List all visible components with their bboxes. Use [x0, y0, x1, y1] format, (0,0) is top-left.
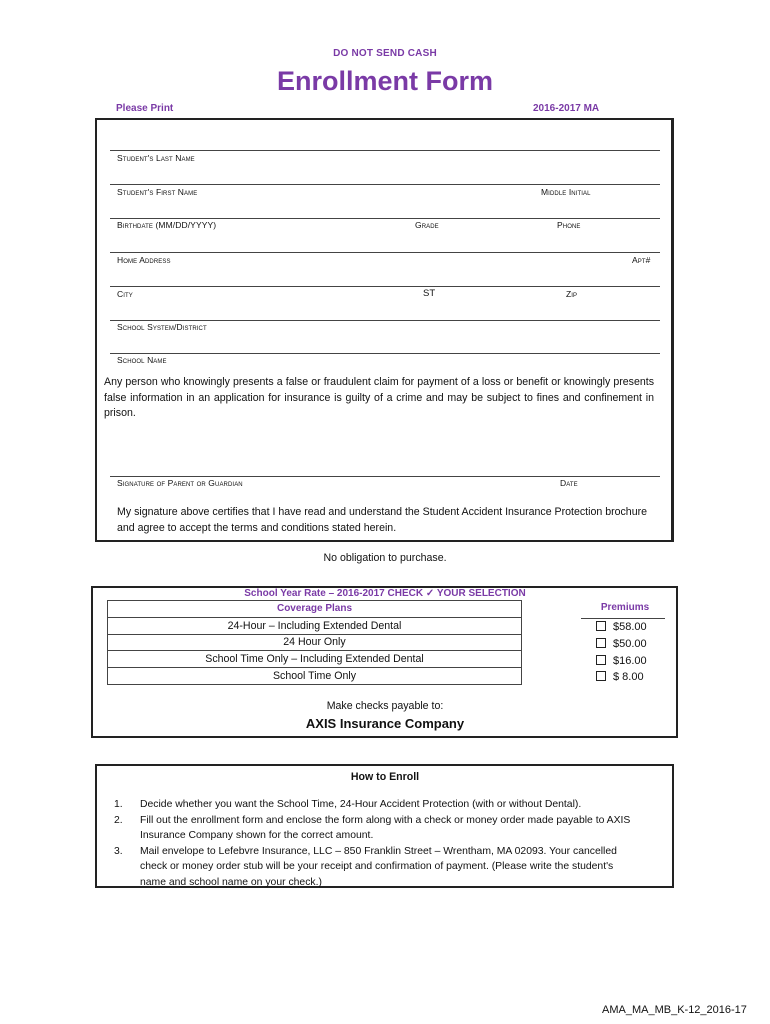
year-state-label: 2016-2017 MA: [533, 103, 600, 114]
premium-amount: $50.00: [613, 638, 647, 650]
home-address-line[interactable]: [110, 252, 660, 253]
how-to-enroll-title: How to Enroll: [350, 771, 420, 783]
school-name-label: School Name: [117, 355, 167, 365]
phone-label: Phone: [557, 220, 581, 230]
enroll-steps-list: [114, 797, 634, 891]
first-name-label: Student's First Name: [117, 187, 198, 197]
step-text: Decide whether you want the School Time, 24-Hour Accident Protection (with or without Dental).: [140, 799, 582, 810]
please-print-label: Please Print: [116, 103, 174, 114]
checkbox-icon[interactable]: [596, 671, 606, 681]
fraud-warning: Any person who knowingly presents a false or fraudulent claim for payment of a loss or benefit or knowingly presents false information in an application for insurance is guilty of a crime and may be subject to fines and confinement in prison.: [104, 376, 654, 419]
enroll-step: [114, 813, 634, 844]
step-number: 3.: [114, 845, 123, 857]
premium-option[interactable]: [596, 638, 647, 650]
apt-label: Apt#: [632, 255, 651, 265]
premium-option[interactable]: [596, 655, 647, 667]
state-label: ST: [423, 288, 436, 299]
coverage-plans-header: Coverage Plans: [108, 601, 522, 618]
premium-amount: $58.00: [613, 621, 647, 633]
school-system-label: School System/District: [117, 322, 207, 332]
page-title: Enrollment Form: [276, 66, 493, 96]
rates-title: School Year Rate – 2016-2017 CHECK ✓ YOUR SELECTION: [244, 588, 526, 599]
birthdate-label: Birthdate (MM/DD/YYYY): [117, 220, 217, 230]
coverage-plans-table: [107, 600, 522, 685]
first-name-line[interactable]: [110, 184, 660, 185]
enroll-step: [114, 844, 634, 891]
coverage-plan-name: School Time Only: [108, 668, 522, 685]
premiums-header: Premiums: [600, 602, 650, 613]
city-label: City: [117, 289, 133, 299]
school-system-line[interactable]: [110, 320, 660, 321]
checkbox-icon[interactable]: [596, 655, 606, 665]
birthdate-line[interactable]: [110, 218, 660, 219]
payable-to-text: Make checks payable to:: [326, 700, 444, 712]
premium-amount: $ 8.00: [613, 671, 644, 683]
school-name-line[interactable]: [110, 353, 660, 354]
premium-option[interactable]: [596, 671, 644, 683]
company-name: AXIS Insurance Company: [305, 716, 465, 731]
certification-text: My signature above certifies that I have read and understand the Student Accident Insurance Protection brochure and agree to accept the terms and conditions stated herein.: [117, 506, 648, 534]
city-line[interactable]: [110, 286, 660, 287]
checkbox-icon[interactable]: [596, 621, 606, 631]
document-code-footer: AMA_MA_MB_K-12_2016-17: [602, 1004, 747, 1016]
step-text: Fill out the enrollment form and enclose the form along with a check or money order made payable to AXIS Insurance Company shown for the correct amount.: [140, 814, 631, 842]
premium-option[interactable]: [596, 621, 647, 633]
home-address-label: Home Address: [117, 255, 171, 265]
step-number: 2.: [114, 814, 123, 826]
date-label: Date: [560, 478, 578, 488]
step-number: 1.: [114, 799, 123, 810]
last-name-line[interactable]: [110, 150, 660, 151]
checkbox-icon[interactable]: [596, 638, 606, 648]
premium-amount: $16.00: [613, 655, 647, 667]
premiums-underline: [581, 618, 665, 619]
zip-label: Zip: [566, 289, 578, 299]
step-text: Mail envelope to Lefebvre Insurance, LLC – 850 Franklin Street – Wrentham, MA 02093. Your cancelled check or money order stub will be your receipt and confirmation of payment. (Please write the student's name and school name on your check.): [140, 845, 617, 888]
no-obligation-text: No obligation to purchase.: [323, 552, 447, 564]
coverage-plan-name: 24-Hour – Including Extended Dental: [108, 617, 522, 634]
coverage-plan-name: 24 Hour Only: [108, 634, 522, 651]
do-not-send-cash-notice: DO NOT SEND CASH: [333, 48, 437, 59]
coverage-plan-name: School Time Only – Including Extended Dental: [108, 651, 522, 668]
middle-initial-label: Middle Initial: [541, 187, 591, 197]
signature-line[interactable]: [110, 476, 660, 477]
enroll-step: [114, 797, 634, 813]
grade-label: Grade: [415, 220, 439, 230]
signature-label: Signature of Parent or Guardian: [117, 478, 243, 488]
last-name-label: Student's Last Name: [117, 153, 195, 163]
